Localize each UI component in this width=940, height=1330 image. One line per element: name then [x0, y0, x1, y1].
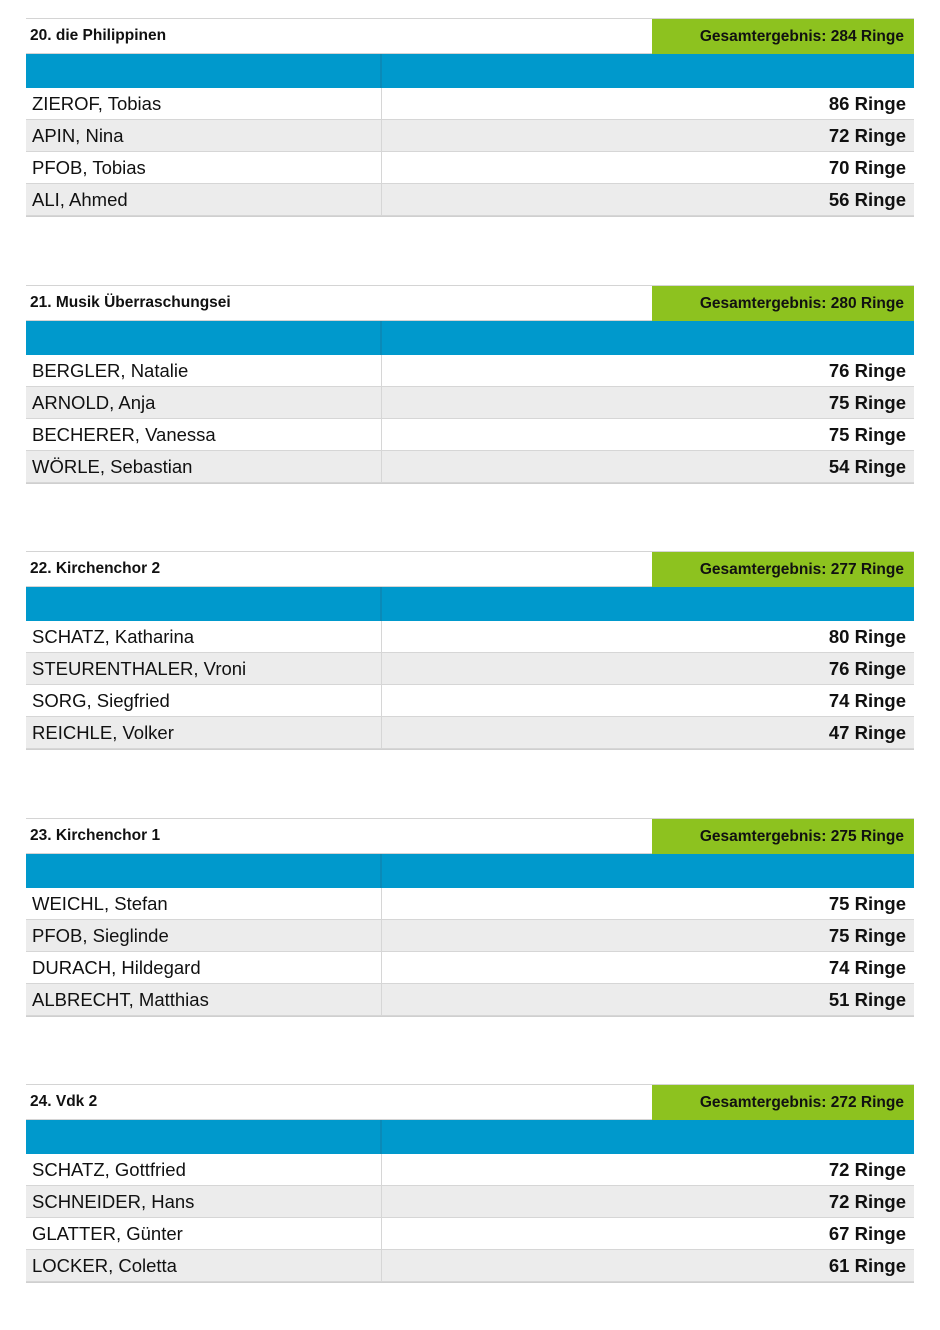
team-block-20: [26, 18, 914, 217]
member-score: 80 Ringe: [382, 621, 914, 652]
member-name: REICHLE, Volker: [26, 717, 382, 748]
member-score: 76 Ringe: [382, 653, 914, 684]
member-list: [26, 355, 914, 484]
member-name: APIN, Nina: [26, 120, 382, 151]
table-row: [26, 152, 914, 184]
member-score: 72 Ringe: [382, 1154, 914, 1185]
table-row: [26, 355, 914, 387]
team-title: 23. Kirchenchor 1: [26, 819, 652, 854]
team-header: [26, 18, 914, 54]
member-name: BECHERER, Vanessa: [26, 419, 382, 450]
team-title: 21. Musik Überraschungsei: [26, 286, 652, 321]
member-name: WÖRLE, Sebastian: [26, 451, 382, 482]
member-name: SORG, Siegfried: [26, 685, 382, 716]
member-score: 51 Ringe: [382, 984, 914, 1015]
member-name: STEURENTHALER, Vroni: [26, 653, 382, 684]
member-name: ALI, Ahmed: [26, 184, 382, 215]
table-row: [26, 1154, 914, 1186]
member-name: PFOB, Tobias: [26, 152, 382, 183]
table-row: [26, 621, 914, 653]
table-row: [26, 1250, 914, 1282]
table-header-bar: [26, 321, 914, 355]
team-header: [26, 1084, 914, 1120]
team-total-badge: Gesamtergebnis: 277 Ringe: [652, 552, 914, 587]
member-name: SCHNEIDER, Hans: [26, 1186, 382, 1217]
table-row: [26, 920, 914, 952]
team-block-21: [26, 285, 914, 484]
team-total-badge: Gesamtergebnis: 280 Ringe: [652, 286, 914, 321]
table-row: [26, 984, 914, 1016]
member-name: SCHATZ, Katharina: [26, 621, 382, 652]
member-name: PFOB, Sieglinde: [26, 920, 382, 951]
team-block-23: [26, 818, 914, 1017]
member-score: 70 Ringe: [382, 152, 914, 183]
table-row: [26, 685, 914, 717]
member-list: [26, 888, 914, 1017]
member-score: 86 Ringe: [382, 88, 914, 119]
member-name: SCHATZ, Gottfried: [26, 1154, 382, 1185]
table-row: [26, 717, 914, 749]
team-block-22: [26, 551, 914, 750]
member-score: 56 Ringe: [382, 184, 914, 215]
table-row: [26, 419, 914, 451]
team-total-badge: Gesamtergebnis: 275 Ringe: [652, 819, 914, 854]
member-name: DURACH, Hildegard: [26, 952, 382, 983]
team-block-24: [26, 1084, 914, 1283]
member-score: 72 Ringe: [382, 120, 914, 151]
table-row: [26, 184, 914, 216]
member-name: ARNOLD, Anja: [26, 387, 382, 418]
table-row: [26, 653, 914, 685]
team-title: 24. Vdk 2: [26, 1085, 652, 1120]
member-score: 75 Ringe: [382, 888, 914, 919]
member-score: 67 Ringe: [382, 1218, 914, 1249]
member-list: [26, 621, 914, 750]
team-total-badge: Gesamtergebnis: 272 Ringe: [652, 1085, 914, 1120]
table-row: [26, 120, 914, 152]
table-row: [26, 952, 914, 984]
table-header-bar: [26, 854, 914, 888]
table-row: [26, 1186, 914, 1218]
table-row: [26, 387, 914, 419]
team-title: 20. die Philippinen: [26, 19, 652, 54]
member-name: ZIEROF, Tobias: [26, 88, 382, 119]
member-name: LOCKER, Coletta: [26, 1250, 382, 1281]
member-list: [26, 1154, 914, 1283]
member-name: GLATTER, Günter: [26, 1218, 382, 1249]
member-score: 47 Ringe: [382, 717, 914, 748]
member-score: 75 Ringe: [382, 920, 914, 951]
member-score: 61 Ringe: [382, 1250, 914, 1281]
table-row: [26, 451, 914, 483]
team-title: 22. Kirchenchor 2: [26, 552, 652, 587]
member-name: BERGLER, Natalie: [26, 355, 382, 386]
member-name: ALBRECHT, Matthias: [26, 984, 382, 1015]
member-score: 75 Ringe: [382, 419, 914, 450]
member-score: 76 Ringe: [382, 355, 914, 386]
member-score: 72 Ringe: [382, 1186, 914, 1217]
table-header-bar: [26, 1120, 914, 1154]
member-name: WEICHL, Stefan: [26, 888, 382, 919]
table-row: [26, 1218, 914, 1250]
team-header: [26, 285, 914, 321]
table-header-bar: [26, 587, 914, 621]
team-header: [26, 818, 914, 854]
member-score: 74 Ringe: [382, 952, 914, 983]
member-score: 75 Ringe: [382, 387, 914, 418]
member-score: 54 Ringe: [382, 451, 914, 482]
team-total-badge: Gesamtergebnis: 284 Ringe: [652, 19, 914, 54]
member-list: [26, 88, 914, 217]
table-row: [26, 88, 914, 120]
member-score: 74 Ringe: [382, 685, 914, 716]
table-header-bar: [26, 54, 914, 88]
team-header: [26, 551, 914, 587]
table-row: [26, 888, 914, 920]
